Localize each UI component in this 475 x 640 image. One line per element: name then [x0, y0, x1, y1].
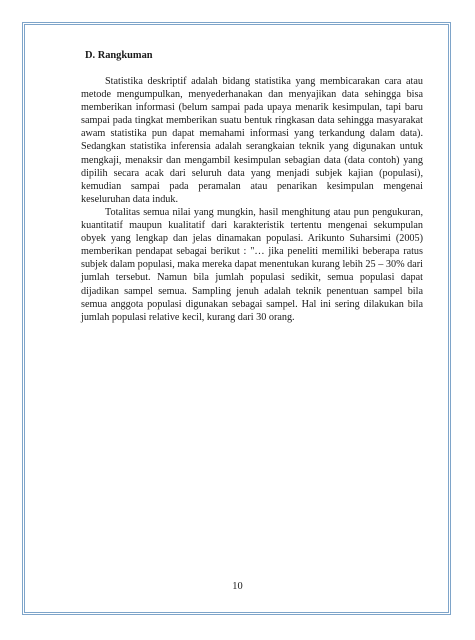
page-number: 10 [232, 581, 243, 592]
document-body [81, 49, 423, 324]
section-heading: D. Rangkuman [85, 50, 153, 61]
paragraph-descriptive-statistics: Statistika deskriptif adalah bidang statistika yang membicarakan cara atau metode mengumpulkan, menyederhanakan dan menyajikan data sehingga bisa memberikan informasi (belum sampai pada upaya menarik kesimpulan, tapi baru sampai pada tingkat memberikan suatu bentuk ringkasan data sehingga masyarakat awam statistika pun dapat memahami informasi yang terkandung dalam data). Sedangkan statistika inferensia adalah serangkaian teknik yang digunakan untuk mengkaji, menaksir dan mengambil kesimpulan sebagian data (data contoh) yang dipilih secara acak dari seluruh data yang menjadi subjek kajian (populasi), kemudian sampai pada peramalan atau penarikan kesimpulan mengenai keseluruhan data induk. [81, 76, 423, 205]
paragraph-population-sampling: Totalitas semua nilai yang mungkin, hasil menghitung atau pun pengukuran, kuantitatif maupun kualitatif dari karakteristik tertentu mengenai sekumpulan obyek yang lengkap dan jelas dinamakan populasi. Arikunto Suharsimi (2005) memberikan pendapat sebagai berikut : "… jika peneliti memiliki beberapa ratus subjek dalam populasi, maka mereka dapat menentukan kurang lebih 25 – 30% dari jumlah tersebut. Namun bila jumlah populasi sedikit, semua populasi dapat dijadikan sampel semua. Sampling jenuh adalah teknik penentuan sampel bila semua anggota populasi digunakan sebagai sampel. Hal ini sering dilakukan bila jumlah populasi relative kecil, kurang dari 30 orang. [81, 206, 423, 323]
